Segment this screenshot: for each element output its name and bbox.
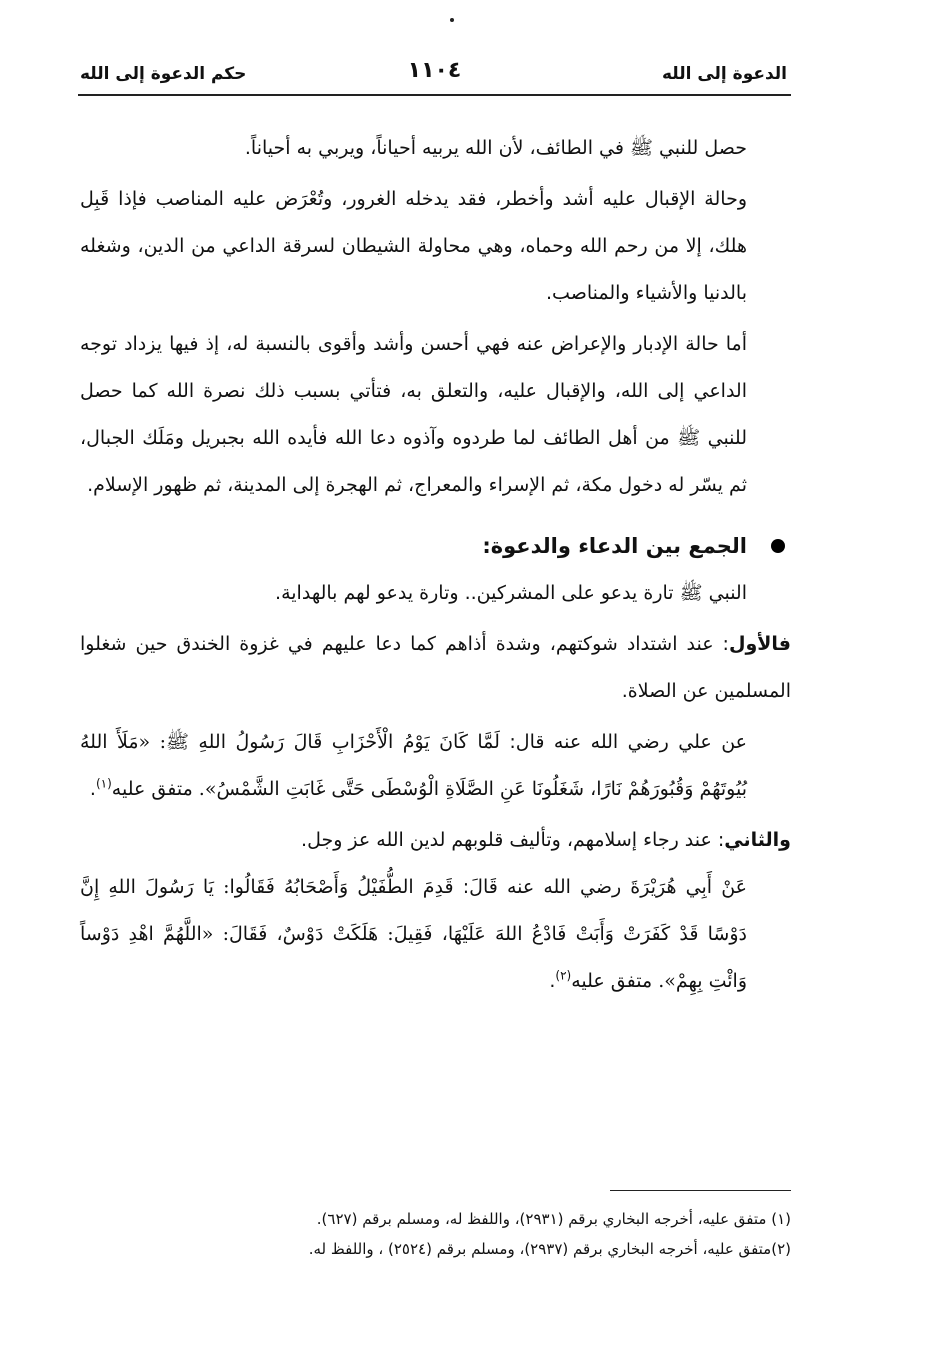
paragraph-4: النبي ﷺ تارة يدعو على المشركين.. وتارة يدعو لهم بالهداية. — [275, 582, 747, 604]
hadith-1-source: متفق عليه — [111, 778, 199, 800]
header-book-title: الدعوة إلى الله — [661, 64, 787, 84]
paragraph-7-text: : عند رجاء إسلامهم، وتأليف قلوبهم لدين الله عز وجل. — [301, 829, 725, 851]
section-heading — [80, 523, 791, 570]
paragraph-7 — [80, 817, 791, 864]
footnote-ref-1[interactable]: (١) — [95, 776, 112, 791]
hadith-2-source: متفق عليه — [571, 970, 659, 992]
paragraph-1: حصل للنبي ﷺ في الطائف، لأن الله يربيه أحياناً، ويربي به أحياناً. — [244, 137, 747, 159]
hadith-2 — [80, 864, 791, 1005]
hadith-2-end: . — [549, 970, 556, 992]
hadith-2-text: قَدِمَ الطُّفَيْلُ وَأَصْحَابُهُ فَقَالُوا: يَا رَسُولَ اللهِ إِنَّ دَوْسًا قَدْ كَفَرَتْ وَأَبَتْ فَادْعُ اللهَ عَلَيْهَا، فَقِيلَ: هَلَكَتْ دَوْسٌ، فَقَالَ: «اللَّهُمَّ اهْدِ دَوْساً وَائْتِ بِهِمْ». — [80, 876, 747, 992]
section-heading-text: الجمع بين الدعاء والدعوة: — [482, 534, 747, 558]
page-number: ١١٠٤ — [407, 58, 462, 83]
paragraph-3: أما حالة الإدبار والإعراض عنه فهي أحسن وأشد وأقوى بالنسبة له، إذ فيها يزداد توجه الداعي إلى الله، والإقبال عليه، والتعلق به، فتأتي بسبب ذلك نصرة الله كما حصل للنبي ﷺ من أهل الطائف لما طردوه وآذوه دعا الله فأيده الله بجبريل ومَلَك الجبال، ثم يسّر له دخول مكة، ثم الإسراء والمعراج، ثم الهجرة إلى المدينة، ثم ظهور الإسلام. — [80, 333, 747, 496]
hadith-2-intro: عَنْ أَبِي هُرَيْرَةَ رضي الله عنه قَالَ: — [453, 876, 748, 898]
footnotes — [80, 1204, 791, 1264]
header-chapter-title: حكم الدعوة إلى الله — [80, 64, 247, 84]
bullet-icon — [771, 539, 785, 553]
page-mark — [450, 18, 454, 22]
main-text — [80, 125, 791, 1005]
paragraph-7-lead: والثاني — [724, 829, 791, 851]
hadith-1-intro: عن علي رضي الله عنه قال: — [499, 731, 747, 753]
hadith-1-text: لَمَّا كَانَ يَوْمُ الْأَحْزَابِ قَالَ رَسُولُ اللهِ ﷺ: «مَلَأَ اللهُ بُيُوتَهُمْ وَقُبُورَهُمْ نَارًا، شَغَلُونَا عَنِ الصَّلَاةِ الْوُسْطَى حَتَّى غَابَتِ الشَّمْسُ». — [80, 731, 747, 800]
footnote-ref-2[interactable]: (٢) — [555, 968, 572, 983]
paragraph-5 — [80, 621, 791, 715]
paragraph-5-text: : عند اشتداد شوكتهم، وشدة أذاهم كما دعا عليهم في غزوة الخندق حين شغلوا المسلمين عن الصلاة. — [80, 633, 791, 702]
footnote-1: (١) متفق عليه، أخرجه البخاري برقم (٢٩٣١)، واللفظ له، ومسلم برقم (٦٢٧). — [316, 1210, 791, 1228]
footnote-separator — [610, 1190, 791, 1191]
footnote-2: (٢)متفق عليه، أخرجه البخاري برقم (٢٩٣٧)، ومسلم برقم (٢٥٢٤) ، واللفظ له. — [308, 1240, 791, 1258]
paragraph-5-lead: فالأول — [728, 633, 791, 655]
paragraph-2: وحالة الإقبال عليه أشد وأخطر، فقد يدخله الغرور، وتُعْرَض عليه المناصب فإذا قَبِل هلك، إلا من رحم الله وحماه، وهي محاولة الشيطان لسرقة الداعي من الدين، وشغله بالدنيا والأشياء والمناصب. — [80, 188, 747, 304]
hadith-1: عن علي رضي الله عنه قال: لَمَّا كَانَ يَوْمُ الْأَحْزَابِ قَالَ رَسُولُ اللهِ ﷺ: «مَلَأَ اللهُ بُيُوتَهُمْ وَقُبُورَهُمْ نَارًا، شَغَلُونَا عَنِ الصَّلَاةِ الْوُسْطَى حَتَّى غَابَتِ الشَّمْسُ». متفق عليه$^{(١)}$. — [80, 731, 747, 800]
running-header — [78, 58, 791, 96]
